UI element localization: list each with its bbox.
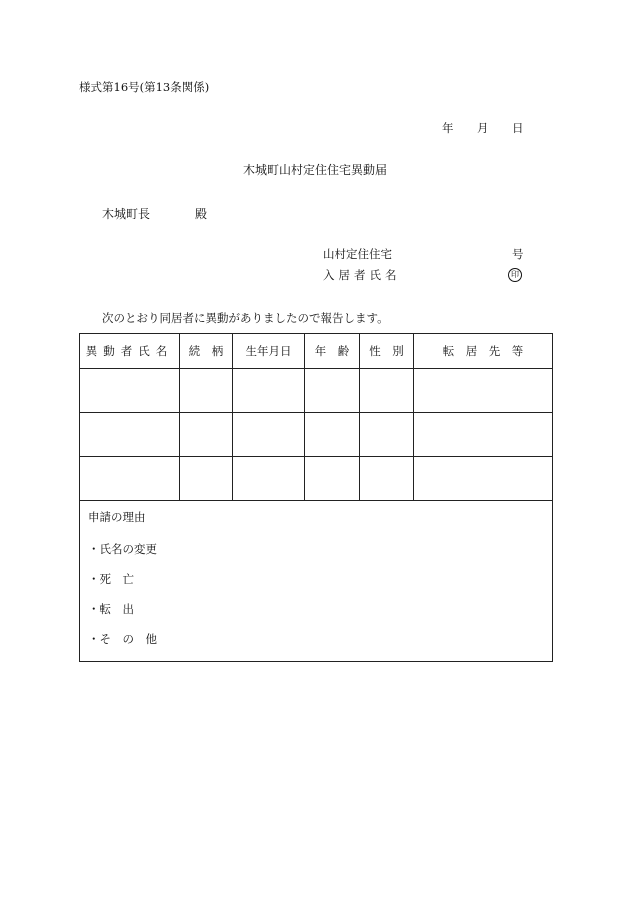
housing-label: 山村定住住宅 (323, 247, 392, 261)
addressee-honorific: 殿 (195, 207, 208, 221)
cell-name[interactable] (80, 457, 180, 501)
reason-item-other: ・そ の 他 (88, 632, 157, 646)
cell-sex[interactable] (360, 413, 414, 457)
cell-name[interactable] (80, 369, 180, 413)
cell-sex[interactable] (360, 457, 414, 501)
reason-item-moving-out: ・転 出 (88, 602, 134, 616)
change-table (79, 333, 553, 662)
reason-section (80, 501, 552, 661)
cell-age[interactable] (305, 413, 360, 457)
document-title: 木城町山村定住住宅異動届 (242, 163, 387, 177)
cell-relationship[interactable] (180, 413, 233, 457)
header-name: 異動者氏名 (80, 334, 180, 369)
cell-age[interactable] (305, 457, 360, 501)
cell-age[interactable] (305, 369, 360, 413)
table-header-row (80, 334, 553, 369)
cell-relationship[interactable] (180, 457, 233, 501)
intro-text: 次のとおり同居者に異動がありましたので報告します。 (102, 311, 389, 325)
reason-title: 申請の理由 (88, 510, 146, 524)
reason-cell (80, 501, 553, 662)
header-birthdate: 生年月日 (233, 334, 305, 369)
table-row (80, 413, 553, 457)
date-day-label: 日 (512, 121, 524, 135)
seal-mark (508, 268, 522, 282)
date-month-label: 月 (477, 121, 489, 135)
cell-name[interactable] (80, 413, 180, 457)
cell-relationship[interactable] (180, 369, 233, 413)
seal-text: 印 (511, 270, 519, 279)
table-row (80, 369, 553, 413)
cell-destination[interactable] (414, 369, 553, 413)
form-number: 様式第16号(第13条関係) (79, 80, 210, 94)
date-year-label: 年 (442, 121, 454, 135)
resident-name-label: 入居者氏名 (323, 268, 401, 282)
cell-birthdate[interactable] (233, 457, 305, 501)
header-destination: 転 居 先 等 (414, 334, 553, 369)
number-suffix: 号 (512, 247, 524, 261)
header-sex: 性 別 (360, 334, 414, 369)
cell-birthdate[interactable] (233, 369, 305, 413)
header-relationship: 続 柄 (180, 334, 233, 369)
cell-destination[interactable] (414, 457, 553, 501)
header-age: 年 齢 (305, 334, 360, 369)
cell-birthdate[interactable] (233, 413, 305, 457)
reason-item-death: ・死 亡 (88, 572, 134, 586)
reason-row (80, 501, 553, 662)
cell-destination[interactable] (414, 413, 553, 457)
table-row (80, 457, 553, 501)
addressee-name: 木城町長 (102, 207, 151, 221)
cell-sex[interactable] (360, 369, 414, 413)
reason-item-name-change: ・氏名の変更 (88, 542, 157, 556)
